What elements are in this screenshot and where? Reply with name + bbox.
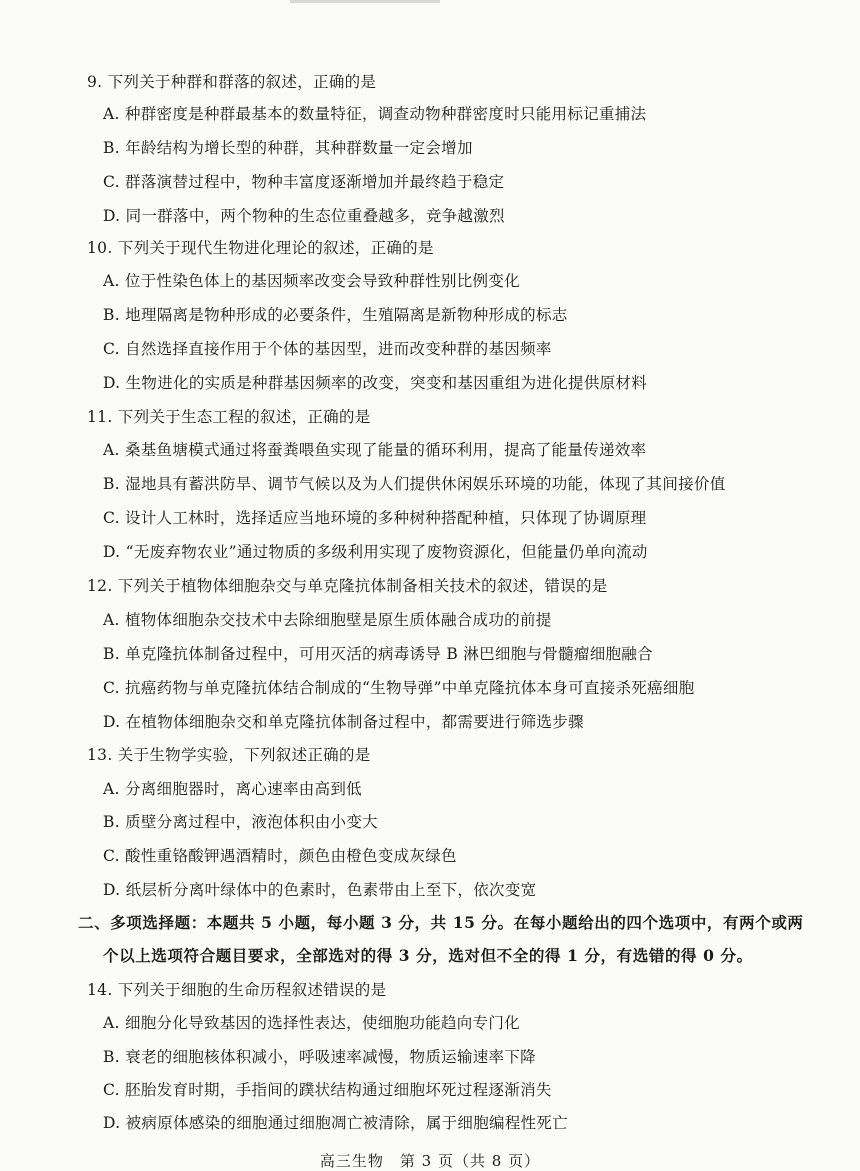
answer-option: C. 自然选择直接作用于个体的基因型，进而改变种群的基因频率 (103, 340, 552, 358)
answer-option: D. 同一群落中，两个物种的生态位重叠越多，竞争越激烈 (103, 207, 505, 225)
question-stem: 9. 下列关于种群和群落的叙述，正确的是 (87, 73, 377, 91)
answer-option: D. “无废弃物农业”通过物质的多级利用实现了废物资源化，但能量仍单向流动 (103, 543, 648, 561)
answer-option: B. 质壁分离过程中，液泡体积由小变大 (103, 813, 378, 831)
answer-option: A. 位于性染色体上的基因频率改变会导致种群性别比例变化 (103, 272, 520, 290)
scan-mark (290, 0, 440, 3)
page-footer: 高三生物 第 3 页（共 8 页） (319, 1152, 541, 1170)
answer-option: A. 植物体细胞杂交技术中去除细胞壁是原生质体融合成功的前提 (103, 611, 552, 629)
answer-option: D. 纸层析分离叶绿体中的色素时，色素带由上至下，依次变宽 (103, 881, 537, 899)
answer-option: B. 湿地具有蓄洪防旱、调节气候以及为人们提供休闲娱乐环境的功能，体现了其间接价值 (103, 475, 726, 493)
answer-option: D. 生物进化的实质是种群基因频率的改变，突变和基因重组为进化提供原材料 (103, 374, 648, 392)
section-heading: 个以上选项符合题目要求，全部选对的得 3 分，选对但不全的得 1 分，有选错的得 0 分。 (103, 946, 753, 965)
answer-option: B. 衰老的细胞核体积减小，呼吸速率减慢，物质运输速率下降 (103, 1048, 536, 1066)
answer-option: D. 被病原体感染的细胞通过细胞凋亡被清除，属于细胞编程性死亡 (103, 1114, 569, 1132)
question-stem: 12. 下列关于植物体细胞杂交与单克隆抗体制备相关技术的叙述，错误的是 (87, 577, 608, 595)
answer-option: A. 细胞分化导致基因的选择性表达，使细胞功能趋向专门化 (103, 1014, 520, 1032)
question-stem: 10. 下列关于现代生物进化理论的叙述，正确的是 (87, 239, 434, 257)
answer-option: A. 分离细胞器时，离心速率由高到低 (103, 780, 362, 798)
question-stem: 14. 下列关于细胞的生命历程叙述错误的是 (87, 981, 387, 999)
answer-option: A. 桑基鱼塘模式通过将蚕粪喂鱼实现了能量的循环利用，提高了能量传递效率 (103, 441, 647, 459)
answer-option: C. 设计人工林时，选择适应当地环境的多种树种搭配种植，只体现了协调原理 (103, 509, 647, 527)
question-stem: 13. 关于生物学实验，下列叙述正确的是 (87, 746, 371, 764)
answer-option: C. 群落演替过程中，物种丰富度逐渐增加并最终趋于稳定 (103, 173, 505, 191)
answer-option: A. 种群密度是种群最基本的数量特征，调查动物种群密度时只能用标记重捕法 (103, 105, 647, 123)
answer-option: C. 抗癌药物与单克隆抗体结合制成的“生物导弹”中单克隆抗体本身可直接杀死癌细胞 (103, 679, 695, 697)
answer-option: C. 酸性重铬酸钾遇酒精时，颜色由橙色变成灰绿色 (103, 847, 457, 865)
answer-option: D. 在植物体细胞杂交和单克隆抗体制备过程中，都需要进行筛选步骤 (103, 713, 584, 731)
answer-option: C. 胚胎发育时期，手指间的蹼状结构通过细胞坏死过程逐渐消失 (103, 1081, 552, 1099)
question-stem: 11. 下列关于生态工程的叙述，正确的是 (87, 408, 371, 426)
answer-option: B. 地理隔离是物种形成的必要条件，生殖隔离是新物种形成的标志 (103, 306, 568, 324)
answer-option: B. 单克隆抗体制备过程中，可用灭活的病毒诱导 B 淋巴细胞与骨髓瘤细胞融合 (103, 645, 653, 663)
section-heading: 二、多项选择题：本题共 5 小题，每小题 3 分，共 15 分。在每小题给出的四个选项中，有两个或两 (78, 913, 804, 932)
answer-option: B. 年龄结构为增长型的种群，其种群数量一定会增加 (103, 139, 473, 157)
